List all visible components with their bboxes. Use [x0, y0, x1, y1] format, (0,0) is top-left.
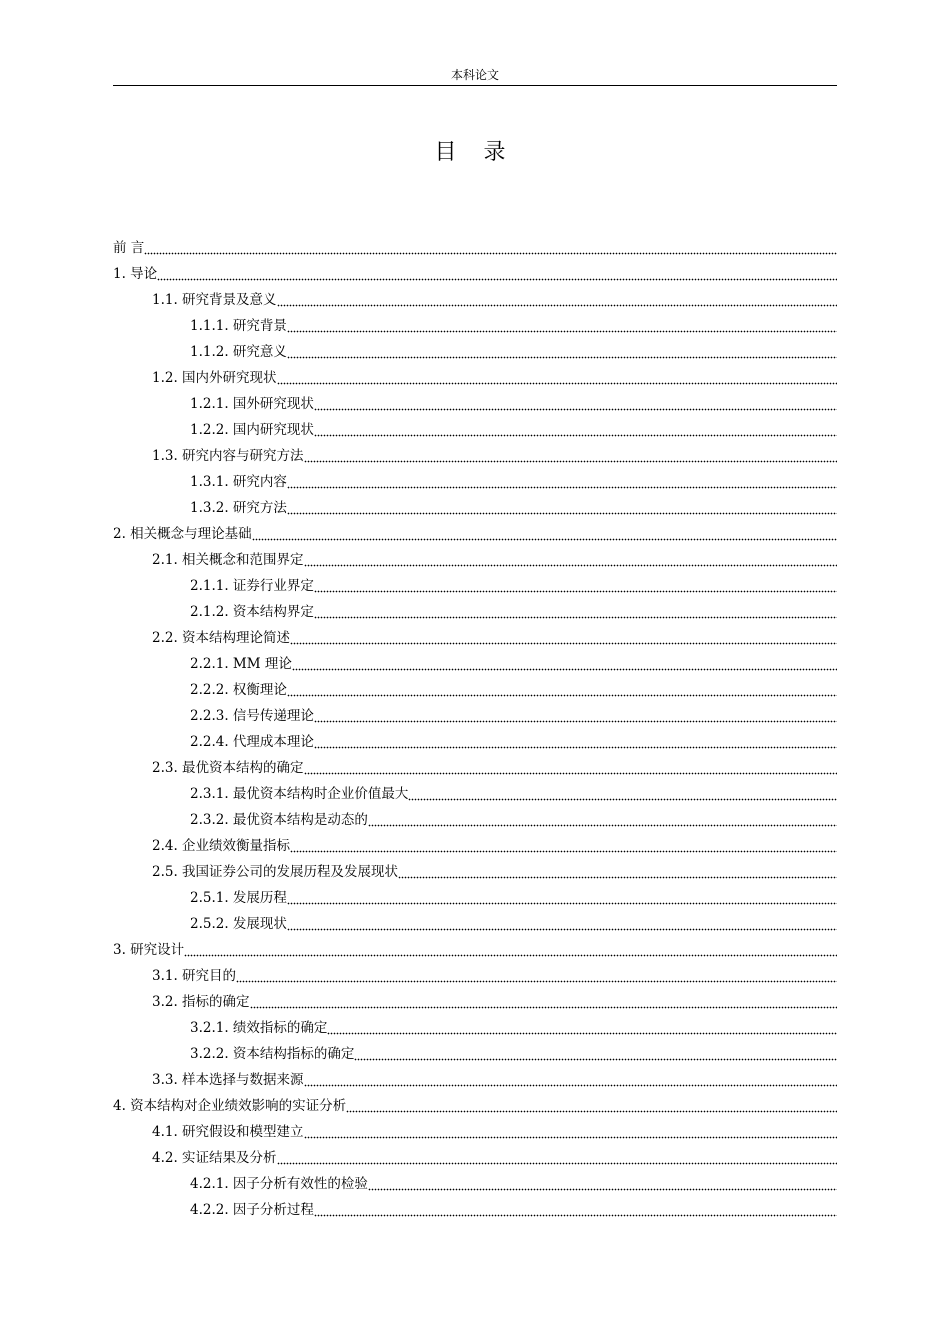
toc-entry-label: 4.2. 实证结果及分析	[152, 1150, 277, 1166]
toc-entry[interactable]	[113, 1168, 837, 1194]
toc-entry-label: 2.3.2. 最优资本结构是动态的	[190, 812, 368, 828]
toc-leader-dots	[287, 683, 837, 697]
toc-entry[interactable]	[113, 284, 837, 310]
toc-entry-label: 1.3. 研究内容与研究方法	[152, 448, 304, 464]
toc-leader-dots	[287, 917, 837, 931]
toc-entry-label: 1.3.2. 研究方法	[190, 500, 287, 516]
toc-entry-label: 2. 相关概念与理论基础	[113, 526, 252, 542]
toc-entry-label: 2.2. 资本结构理论简述	[152, 630, 291, 646]
toc-leader-dots	[354, 1047, 837, 1061]
toc-entry[interactable]	[113, 414, 837, 440]
toc-entry-label: 2.3.1. 最优资本结构时企业价值最大	[190, 786, 409, 802]
toc-entry[interactable]	[113, 1142, 837, 1168]
toc-leader-dots	[287, 319, 837, 333]
toc-entry[interactable]	[113, 622, 837, 648]
toc-entry-label: 3.1. 研究目的	[152, 968, 237, 984]
toc-title: 目 录	[434, 140, 516, 165]
toc-entry-label: 2.3. 最优资本结构的确定	[152, 760, 304, 776]
toc-entry[interactable]	[113, 362, 837, 388]
toc-leader-dots	[368, 1177, 837, 1191]
toc-entry-label: 4.1. 研究假设和模型建立	[152, 1124, 304, 1140]
toc-entry-label: 3. 研究设计	[113, 942, 185, 958]
toc-entry[interactable]	[113, 1116, 837, 1142]
toc-entry-label: 1.1.2. 研究意义	[190, 344, 287, 360]
toc-entry[interactable]	[113, 778, 837, 804]
toc-leader-dots	[304, 1073, 837, 1087]
toc-entry-label: 2.2.2. 权衡理论	[190, 682, 287, 698]
toc-entry-label: 2.1.2. 资本结构界定	[190, 604, 314, 620]
toc-leader-dots	[304, 553, 837, 567]
toc-entry[interactable]	[113, 882, 837, 908]
toc-entry[interactable]	[113, 648, 837, 674]
toc-leader-dots	[252, 527, 837, 541]
toc-leader-dots	[346, 1099, 837, 1113]
toc-entry-label: 1.2. 国内外研究现状	[152, 370, 277, 386]
toc-leader-dots	[314, 735, 837, 749]
toc-entry-label: 2.4. 企业绩效衡量指标	[152, 838, 291, 854]
toc-entry[interactable]	[113, 310, 837, 336]
toc-leader-dots	[287, 345, 837, 359]
header-rule	[113, 85, 837, 86]
toc-leader-dots	[314, 1203, 837, 1217]
toc-entry-label: 2.2.4. 代理成本理论	[190, 734, 314, 750]
toc-entry[interactable]	[113, 960, 837, 986]
toc-leader-dots	[250, 995, 837, 1009]
toc-entry[interactable]	[113, 492, 837, 518]
toc-leader-dots	[144, 241, 837, 255]
toc-entry[interactable]	[113, 232, 837, 258]
toc-entry[interactable]	[113, 856, 837, 882]
toc-leader-dots	[314, 397, 837, 411]
toc-entry[interactable]	[113, 986, 837, 1012]
toc-leader-dots	[304, 761, 837, 775]
toc-leader-dots	[277, 293, 837, 307]
toc-entry[interactable]	[113, 1194, 837, 1220]
table-of-contents	[113, 232, 837, 1220]
toc-entry-label: 4.2.2. 因子分析过程	[190, 1202, 314, 1218]
toc-leader-dots	[314, 605, 837, 619]
toc-entry[interactable]	[113, 388, 837, 414]
toc-entry-label: 1.1.1. 研究背景	[190, 318, 287, 334]
toc-leader-dots	[304, 449, 837, 463]
toc-entry-label: 3.2.1. 绩效指标的确定	[190, 1020, 328, 1036]
toc-entry[interactable]	[113, 544, 837, 570]
toc-leader-dots	[290, 839, 837, 853]
toc-entry[interactable]	[113, 830, 837, 856]
toc-entry[interactable]	[113, 596, 837, 622]
toc-entry[interactable]	[113, 258, 837, 284]
toc-leader-dots	[314, 579, 837, 593]
toc-entry[interactable]	[113, 804, 837, 830]
toc-entry[interactable]	[113, 934, 837, 960]
toc-entry-label: 2.2.1. MM 理论	[190, 656, 292, 672]
toc-leader-dots	[287, 501, 837, 515]
toc-entry-label: 1. 导论	[113, 266, 158, 282]
toc-entry[interactable]	[113, 1038, 837, 1064]
toc-entry-label: 2.5. 我国证券公司的发展历程及发展现状	[152, 864, 399, 880]
toc-entry[interactable]	[113, 674, 837, 700]
toc-leader-dots	[314, 709, 837, 723]
toc-leader-dots	[398, 865, 837, 879]
toc-leader-dots	[290, 631, 837, 645]
toc-leader-dots	[368, 813, 837, 827]
toc-leader-dots	[236, 969, 837, 983]
toc-leader-dots	[292, 657, 837, 671]
toc-entry-label: 1.1. 研究背景及意义	[152, 292, 277, 308]
toc-entry[interactable]	[113, 1090, 837, 1116]
toc-leader-dots	[157, 267, 837, 281]
toc-entry-label: 4.2.1. 因子分析有效性的检验	[190, 1176, 368, 1192]
toc-entry[interactable]	[113, 570, 837, 596]
toc-entry[interactable]	[113, 752, 837, 778]
toc-entry[interactable]	[113, 466, 837, 492]
toc-entry[interactable]	[113, 336, 837, 362]
toc-entry-label: 3.3. 样本选择与数据来源	[152, 1072, 304, 1088]
toc-entry[interactable]	[113, 908, 837, 934]
toc-entry-label: 2.2.3. 信号传递理论	[190, 708, 314, 724]
toc-leader-dots	[408, 787, 837, 801]
toc-leader-dots	[327, 1021, 837, 1035]
toc-entry[interactable]	[113, 726, 837, 752]
toc-leader-dots	[287, 475, 837, 489]
toc-entry-label: 3.2.2. 资本结构指标的确定	[190, 1046, 355, 1062]
toc-entry-label: 1.2.1. 国外研究现状	[190, 396, 314, 412]
toc-entry-label: 前 言	[113, 240, 145, 256]
toc-entry[interactable]	[113, 700, 837, 726]
toc-entry-label: 2.1.1. 证券行业界定	[190, 578, 314, 594]
toc-entry[interactable]	[113, 1012, 837, 1038]
toc-leader-dots	[184, 943, 837, 957]
toc-entry-label: 2.5.1. 发展历程	[190, 890, 287, 906]
toc-entry-label: 1.3.1. 研究内容	[190, 474, 287, 490]
toc-entry[interactable]	[113, 1064, 837, 1090]
toc-entry[interactable]	[113, 518, 837, 544]
toc-entry-label: 3.2. 指标的确定	[152, 994, 250, 1010]
toc-leader-dots	[277, 1151, 837, 1165]
toc-leader-dots	[304, 1125, 837, 1139]
toc-leader-dots	[314, 423, 837, 437]
toc-entry-label: 2.1. 相关概念和范围界定	[152, 552, 304, 568]
toc-entry[interactable]	[113, 440, 837, 466]
toc-entry-label: 1.2.2. 国内研究现状	[190, 422, 314, 438]
toc-leader-dots	[277, 371, 837, 385]
toc-leader-dots	[287, 891, 837, 905]
page-header: 本科论文	[450, 68, 499, 82]
toc-entry-label: 4. 资本结构对企业绩效影响的实证分析	[113, 1098, 347, 1114]
toc-entry-label: 2.5.2. 发展现状	[190, 916, 287, 932]
